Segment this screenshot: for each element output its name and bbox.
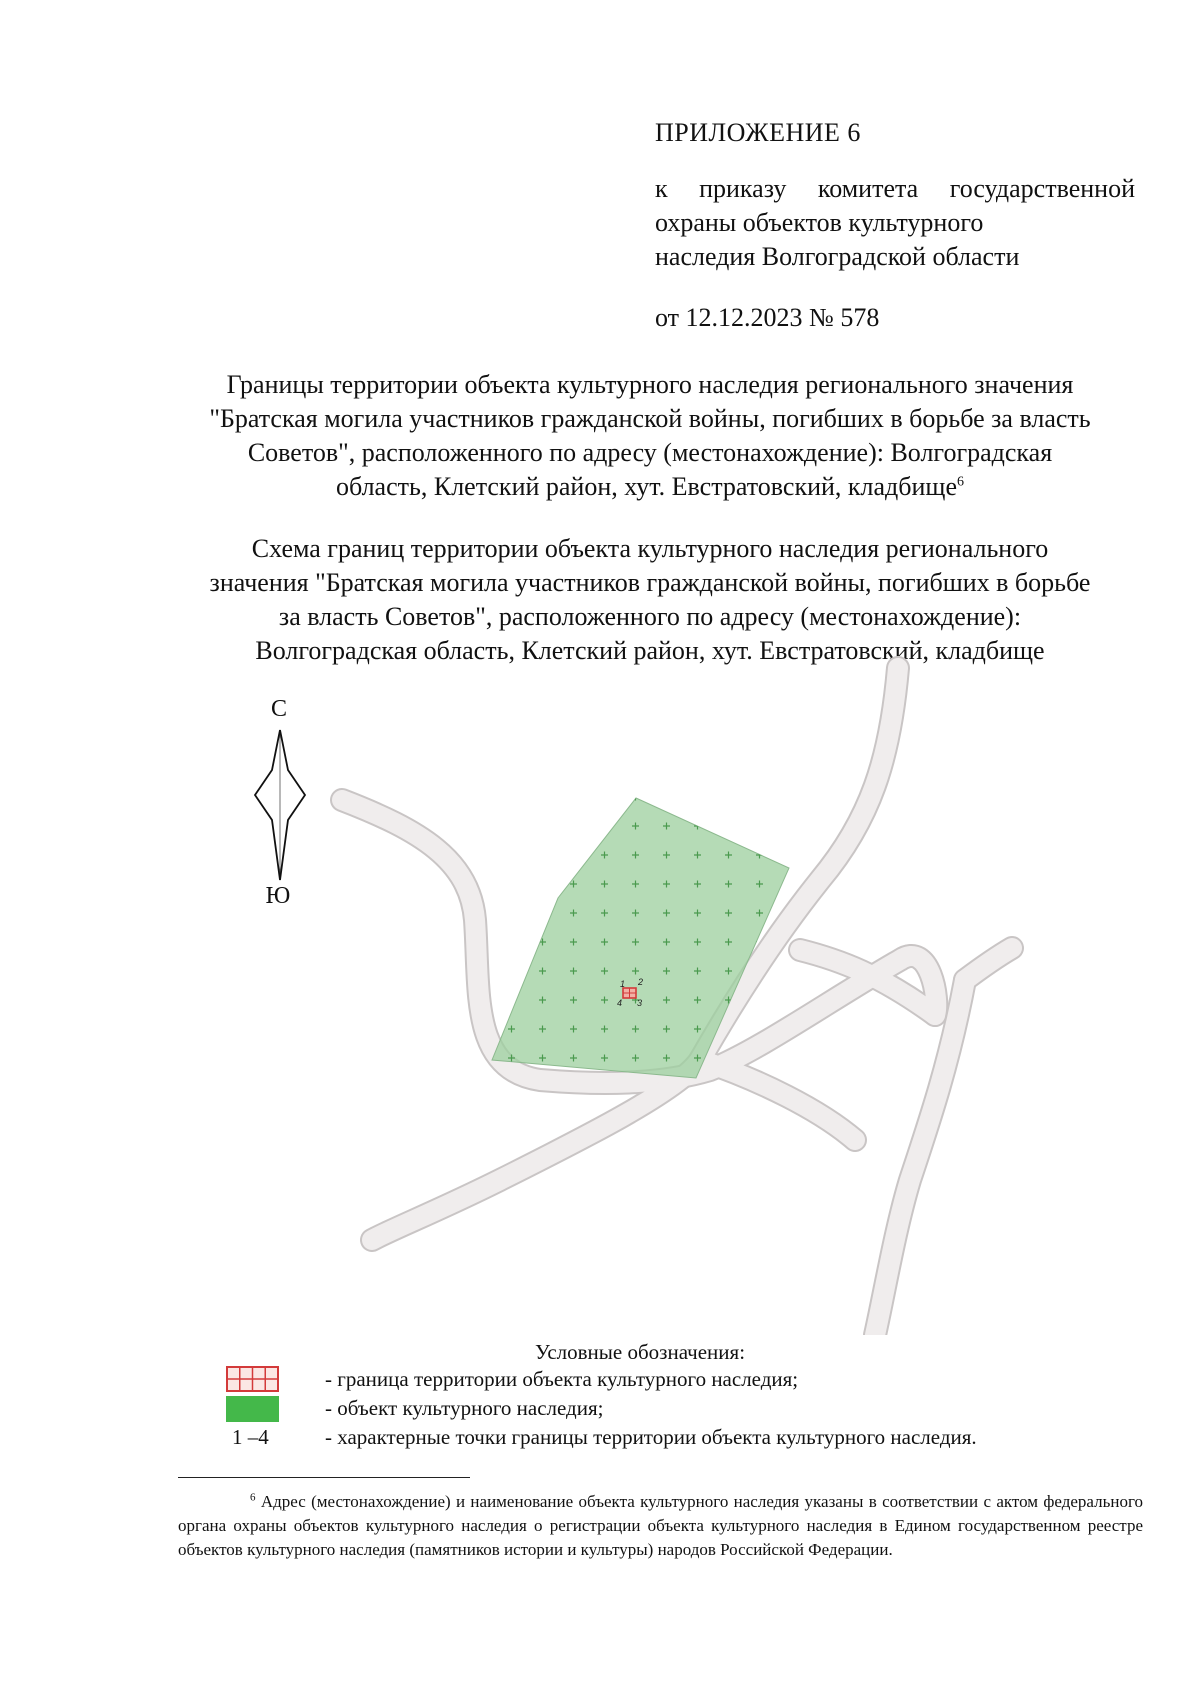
legend-boundary-symbol: [226, 1366, 279, 1392]
compass-south-label: Ю: [265, 883, 291, 909]
heading-line: Советов", расположенного по адресу (местонахождение): Волгоградская: [247, 438, 1053, 467]
footnote-ref: 6: [957, 474, 964, 490]
heading-line-last: [150, 470, 1150, 504]
footnote-text: Адрес (местонахождение) и наименование объекта культурного наследия указаны в соответствии с актом федерального органа охраны объектов культурного наследия о регистрации объекта культурного наследия в Едином государственном реестре объектов культурного наследия (памятников истории и культуры) народов Российской Федерации.: [178, 1492, 1143, 1559]
compass-north-label: С: [270, 696, 288, 722]
legend-object-symbol: [226, 1396, 279, 1422]
object-boundary: [623, 988, 636, 998]
heading-line: Границы территории объекта культурного наследия регионального значения: [226, 370, 1074, 399]
point-label-2: 2: [638, 977, 644, 987]
appendix-order-line-3: наследия Волгоградской области: [655, 242, 1020, 271]
appendix-date-number: от 12.12.2023 № 578: [655, 303, 880, 332]
scheme-title-line: за власть Советов", расположенного по адресу (местонахождение):: [278, 602, 1022, 631]
footnote: [178, 1490, 1143, 1562]
point-label-3: 3: [637, 998, 643, 1008]
footnote-separator: [178, 1477, 470, 1478]
appendix-order-line-1: к приказу комитета государственной: [655, 174, 1135, 203]
footnote-number: 6: [250, 1491, 256, 1504]
cemetery-area: [492, 798, 789, 1078]
document-heading: [150, 368, 1150, 504]
legend-points-symbol: 1 –4: [232, 1425, 269, 1449]
heading-line: "Братская могила участников гражданской войны, погибших в борьбе за власть: [209, 404, 1091, 433]
legend-item-boundary: - граница территории объекта культурного наследия;: [325, 1367, 799, 1391]
legend-item-object: - объект культурного наследия;: [325, 1396, 604, 1420]
scheme-title: [150, 532, 1150, 668]
legend-item-points: - характерные точки границы территории объекта культурного наследия.: [325, 1425, 977, 1449]
scheme-title-line: Схема границ территории объекта культурного наследия регионального: [251, 534, 1049, 563]
scheme-title-line: Волгоградская область, Клетский район, хут. Евстратовский, кладбище: [255, 636, 1045, 665]
appendix-order-line-2: охраны объектов культурного: [655, 208, 984, 237]
scheme-title-line: значения "Братская могила участников гражданской войны, погибших в борьбе: [209, 568, 1091, 597]
boundary-scheme-map: [0, 655, 1200, 1335]
point-label-1: 1: [620, 979, 626, 989]
legend-title: Условные обозначения:: [535, 1340, 746, 1364]
point-label-4: 4: [617, 998, 623, 1008]
appendix-title: ПРИЛОЖЕНИЕ 6: [655, 118, 861, 147]
north-arrow-icon: [255, 730, 305, 880]
heading-line: область, Клетский район, хут. Евстратовский, кладбище: [336, 472, 957, 501]
